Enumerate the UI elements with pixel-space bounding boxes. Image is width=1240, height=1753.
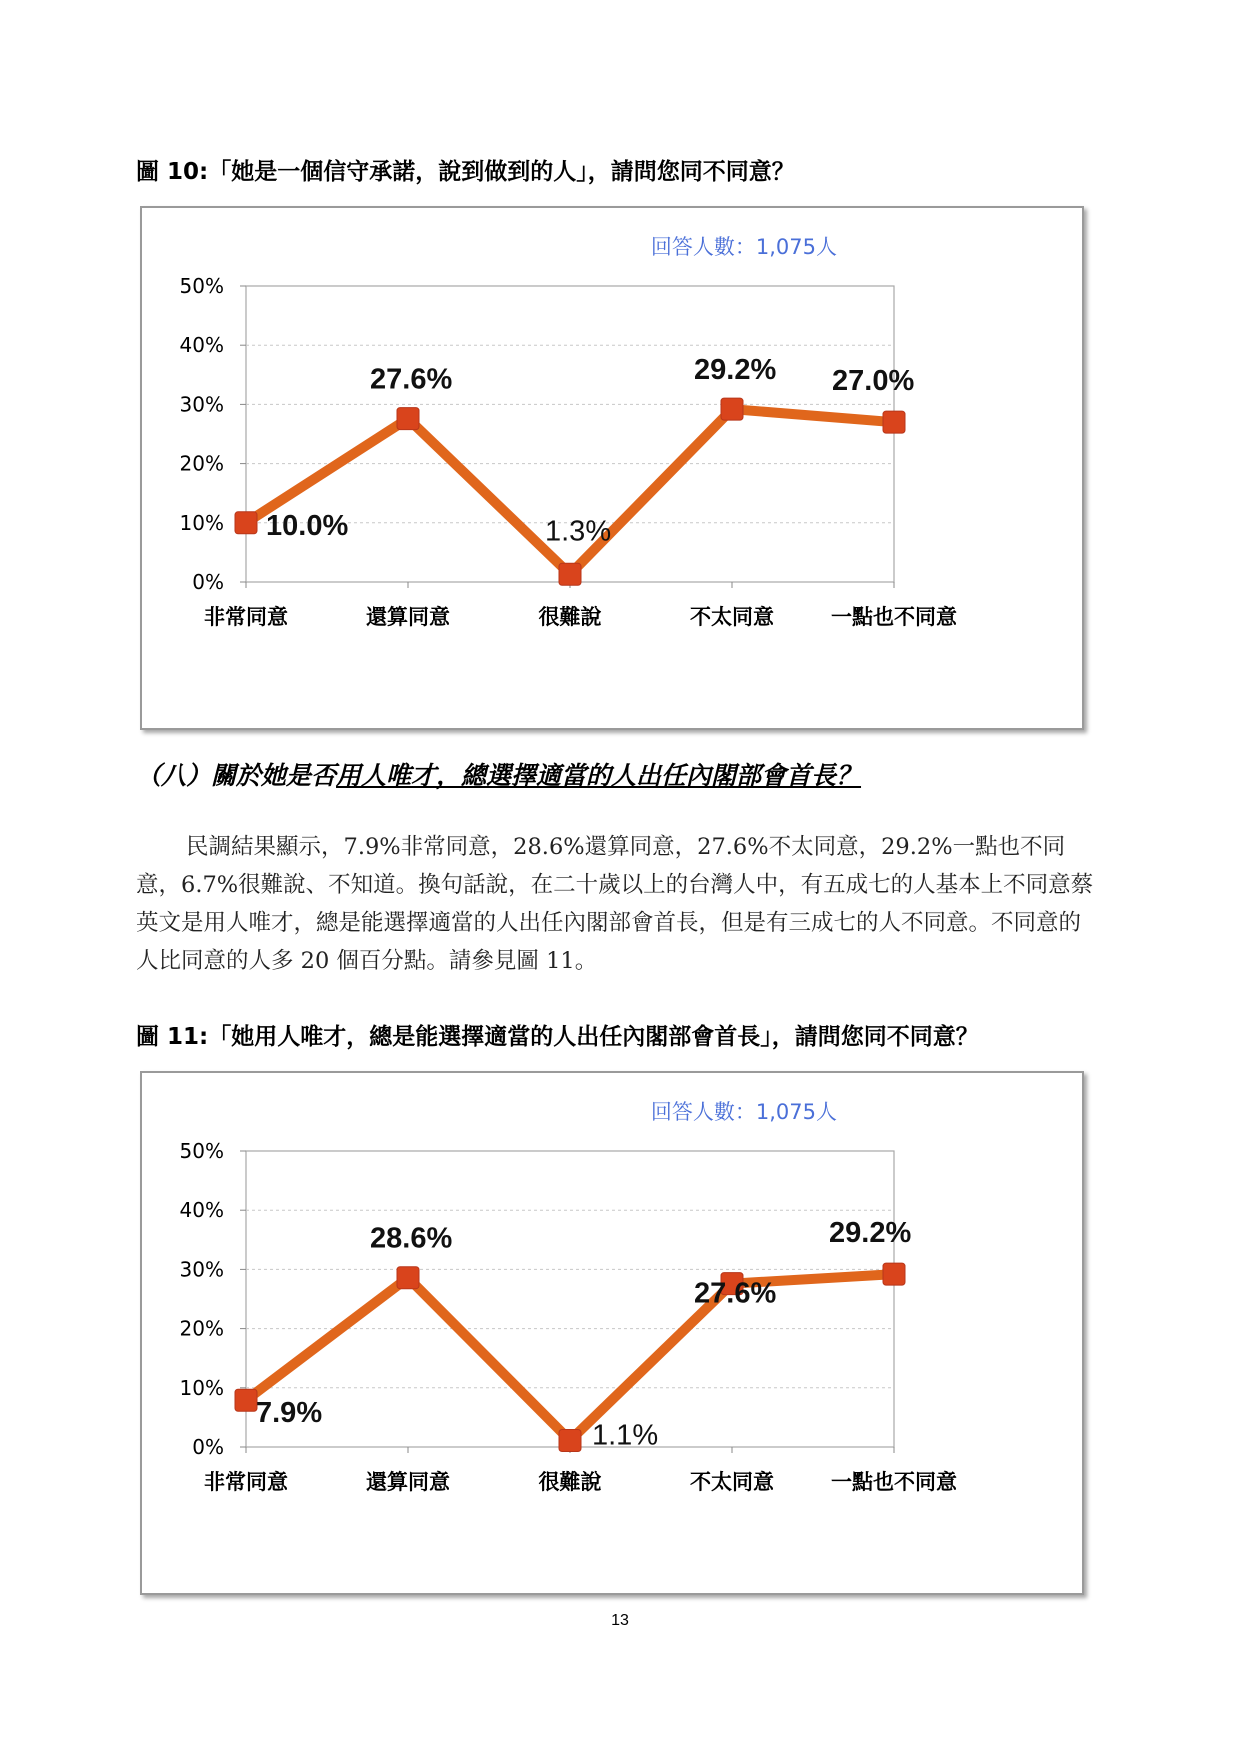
data-label: 1.3% <box>545 515 612 548</box>
page-number: 13 <box>611 1612 629 1629</box>
x-tick-label: 還算同意 <box>366 1470 450 1494</box>
y-tick-label: 0% <box>192 1435 224 1459</box>
data-point <box>883 411 905 433</box>
y-tick-label: 0% <box>192 570 224 594</box>
x-tick-label: 還算同意 <box>366 605 450 629</box>
y-tick-label: 40% <box>179 333 224 358</box>
section-heading-prefix: （八）關於她是否 <box>136 761 337 790</box>
y-tick-label: 50% <box>179 1139 224 1163</box>
x-tick-label: 很難說 <box>538 1470 602 1494</box>
data-label: 27.6% <box>694 1277 777 1310</box>
data-point <box>721 398 743 420</box>
data-label: 27.6% <box>370 363 453 396</box>
y-tick-label: 10% <box>179 1375 224 1400</box>
x-tick-label: 不太同意 <box>690 1470 774 1494</box>
x-tick-label: 不太同意 <box>690 605 774 629</box>
body-paragraph: 民調結果顯示，7.9%非常同意，28.6%還算同意，27.6%不太同意，29.2%一點也不同意，6.7%很難說、不知道。換句話說，在二十歲以上的台灣人中，有五成七的人基本上不同意蔡英文是用人唯才，總是能選擇適當的人出任內閣部會首長，但是有三成七的人不同意。不同意的人比同意的人多 20 個百分點。請參見圖 11。 <box>136 834 1094 974</box>
data-label: 29.2% <box>694 354 777 387</box>
chart-svg <box>142 1073 1082 1593</box>
figure-11-chart <box>140 1071 1084 1595</box>
data-label: 1.1% <box>592 1419 659 1452</box>
data-label: 28.6% <box>370 1222 453 1255</box>
x-tick-label: 非常同意 <box>204 1470 288 1494</box>
data-point <box>235 1389 257 1411</box>
data-point <box>397 408 419 430</box>
data-label: 10.0% <box>266 509 349 542</box>
x-tick-label: 很難說 <box>538 605 602 629</box>
data-point <box>559 563 581 585</box>
figure-10-chart <box>140 206 1084 730</box>
section-heading <box>136 756 861 792</box>
section-heading-underlined: 用人唯才，總選擇適當的人出任內閣部會首長？ <box>336 761 862 790</box>
data-point <box>883 1263 905 1285</box>
data-label: 29.2% <box>829 1217 912 1250</box>
data-label: 27.0% <box>832 365 915 398</box>
y-tick-label: 30% <box>179 392 224 417</box>
x-tick-label: 一點也不同意 <box>831 605 957 629</box>
data-point <box>559 1429 581 1451</box>
y-tick-label: 50% <box>179 274 224 298</box>
respondent-count-note: 回答人數：1,075人 <box>650 235 837 259</box>
y-tick-label: 20% <box>179 1316 224 1341</box>
series-line <box>246 409 894 574</box>
chart-svg <box>142 208 1082 728</box>
data-point <box>397 1267 419 1289</box>
x-tick-label: 一點也不同意 <box>831 1470 957 1494</box>
x-tick-label: 非常同意 <box>204 605 288 629</box>
y-tick-label: 40% <box>179 1198 224 1223</box>
data-point <box>235 512 257 534</box>
plot-area <box>246 1151 894 1447</box>
respondent-count-note: 回答人數：1,075人 <box>650 1100 837 1124</box>
figure-10-title: 圖 10:「她是一個信守承諾，說到做到的人」，請問您同不同意？ <box>136 159 795 185</box>
y-tick-label: 20% <box>179 451 224 476</box>
data-label: 7.9% <box>256 1397 323 1430</box>
y-tick-label: 10% <box>179 510 224 535</box>
y-tick-label: 30% <box>179 1257 224 1282</box>
series-line <box>246 1274 894 1440</box>
figure-11-title: 圖 11:「她用人唯才，總是能選擇適當的人出任內閣部會首長」，請問您同不同意？ <box>136 1024 979 1050</box>
